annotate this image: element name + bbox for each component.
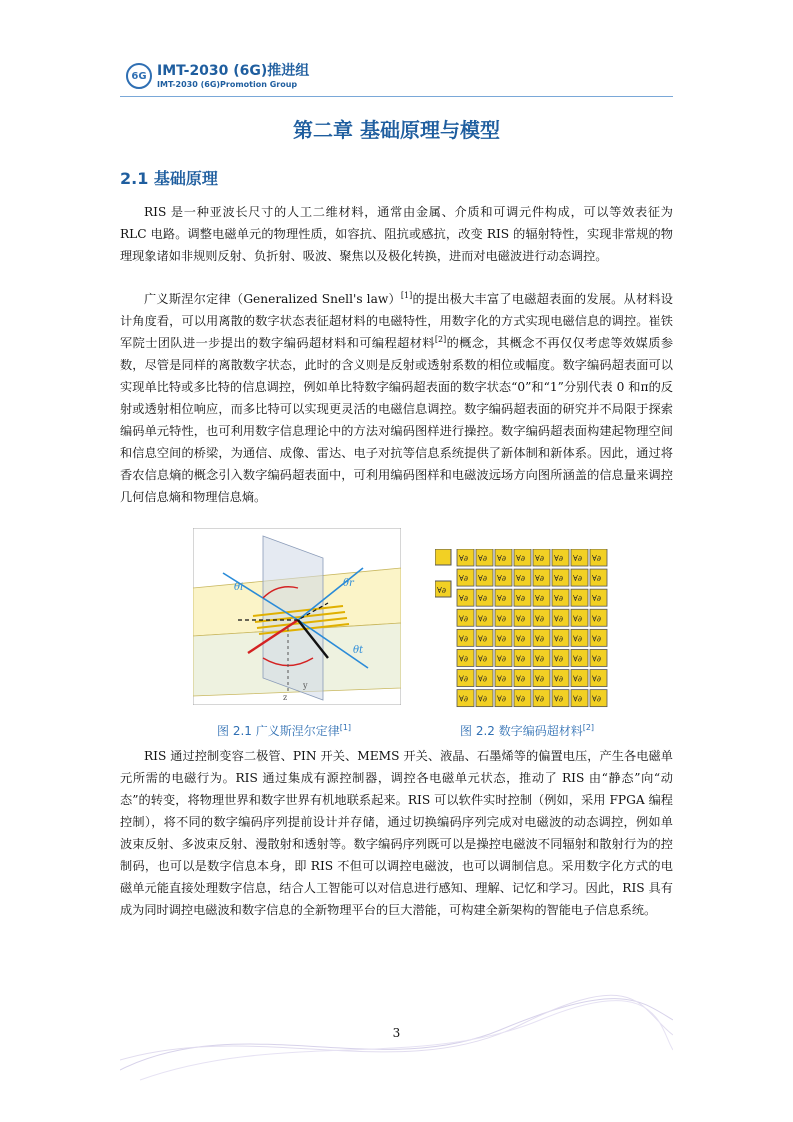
coding-cell-glyph: ∀∂ xyxy=(573,614,582,624)
coding-cell-glyph: ∀∂ xyxy=(516,574,525,584)
state-0-cell xyxy=(435,549,451,565)
coding-cell-glyph: ∀∂ xyxy=(573,574,582,584)
coding-cell-glyph: ∀∂ xyxy=(497,634,506,644)
coding-cell-glyph: ∀∂ xyxy=(516,654,525,664)
label-theta-t: θt xyxy=(353,645,364,656)
coding-cell-glyph: ∀∂ xyxy=(535,634,544,644)
label-axis-y: y xyxy=(303,681,308,690)
coding-cell-glyph: ∀∂ xyxy=(516,634,525,644)
paragraph-text: 的提出极大丰富了电磁超表面的发展。从材料设计角度看，可以用离散的数字状态表征超材料的电磁特性，用数字化的方式实现电磁信息的调控。崔铁军院士团队进一步提出的数字编码超材料和可编程超材料 xyxy=(120,292,673,350)
caption-text: 图 2.2 数字编码超材料 xyxy=(460,724,583,738)
coding-cell-glyph: ∀∂ xyxy=(554,594,563,604)
coding-cell-glyph: ∀∂ xyxy=(478,674,487,684)
citation-2: [2] xyxy=(434,334,447,344)
coding-cell-glyph: ∀∂ xyxy=(459,654,468,664)
coding-cell-glyph: ∀∂ xyxy=(478,614,487,624)
coding-cell-glyph: ∀∂ xyxy=(554,674,563,684)
header-logo xyxy=(126,63,309,89)
org-name-cn: IMT-2030 (6G)推进组 xyxy=(157,62,310,79)
paragraph-ris-control: RIS 通过控制变容二极管、PIN 开关、MEMS 开关、液晶、石墨烯等的偏置电压，产生各电磁单元所需的电磁行为。RIS 通过集成有源控制器，调控各电磁单元状态，推动了 RIS 由“静态”向“动态”的转变，将物理世界和数字世界有机地联系起来。RIS 可以软件实时控制（例如，采用 FPGA 编程控制），将不同的数字编码序列提前设计并存储，通过切换编码序列完成对电磁波的动态调控，例如单波束反射、多波束反射、漫散射和透射等。数字编码序列既可以是操控电磁波不同辐射和散射行为的控制码，也可以是数字信息本身，即 RIS 不但可以调控电磁波，也可以调制信息。采用数字化方式的电磁单元能直接处理数字信息，结合人工智能可以对信息进行感知、理解、记忆和学习。因此，RIS 具有成为同时调控电磁波和数字信息的全新物理平台的巨大潜能，可构建全新架构的智能电子信息系统。 xyxy=(120,749,673,917)
coding-cell-glyph: ∀∂ xyxy=(592,614,601,624)
coding-cell-glyph: ∀∂ xyxy=(554,554,563,563)
citation-2: [2] xyxy=(582,723,595,732)
coding-cell-glyph: ∀∂ xyxy=(535,694,544,704)
coding-cell-glyph: ∀∂ xyxy=(478,694,487,704)
paragraph-text: 广义斯涅尔定律（Generalized Snell's law） xyxy=(144,292,401,306)
coding-cell-glyph: ∀∂ xyxy=(497,574,506,584)
coding-cell-glyph: ∀∂ xyxy=(497,654,506,664)
coding-cell-glyph: ∀∂ xyxy=(459,674,468,684)
coding-cell-glyph: ∀∂ xyxy=(535,594,544,604)
coding-cell-glyph: ∀∂ xyxy=(459,634,468,644)
figure-1-caption xyxy=(217,722,351,739)
coding-cell-glyph: ∀∂ xyxy=(554,694,563,704)
coding-cell-glyph: ∀∂ xyxy=(478,554,487,563)
coding-cell-glyph: ∀∂ xyxy=(497,554,506,563)
coding-cell-glyph: ∀∂ xyxy=(497,694,506,704)
coding-cell-glyph: ∀∂ xyxy=(592,654,601,664)
chapter-title: 第二章 基础原理与模型 xyxy=(293,118,500,142)
coding-cell-glyph: ∀∂ xyxy=(592,554,601,563)
coding-cell-glyph: ∀∂ xyxy=(516,594,525,604)
coding-cell-glyph: ∀∂ xyxy=(459,694,468,704)
paragraph-snell-law xyxy=(120,288,673,508)
coding-cell-glyph: ∀∂ xyxy=(554,574,563,584)
figure-2-caption xyxy=(460,722,594,739)
coding-cell-glyph: ∀∂ xyxy=(516,614,525,624)
coding-cell-glyph: ∀∂ xyxy=(592,674,601,684)
coding-cell-glyph: ∀∂ xyxy=(516,554,525,563)
coding-cell-glyph: ∀∂ xyxy=(497,674,506,684)
coding-cell-glyph: ∀∂ xyxy=(459,614,468,624)
logo-text xyxy=(157,64,309,89)
coding-cell-glyph: ∀∂ xyxy=(573,694,582,704)
header-divider xyxy=(120,96,673,97)
page-number: 3 xyxy=(392,1026,401,1040)
citation-1: [1] xyxy=(400,290,413,300)
coding-cell-glyph: ∀∂ xyxy=(535,614,544,624)
coding-cell-glyph: ∀∂ xyxy=(592,574,601,584)
coding-cell-glyph: ∀∂ xyxy=(573,634,582,644)
figure-snell-law-diagram xyxy=(193,528,401,705)
coding-cell-glyph: ∀∂ xyxy=(573,674,582,684)
coding-cell-glyph: ∀∂ xyxy=(478,634,487,644)
citation-1: [1] xyxy=(339,723,352,732)
paragraph-ris-intro: RIS 是一种亚波长尺寸的人工二维材料，通常由金属、介质和可调元件构成，可以等效表征为 RLC 电路。调整电磁单元的物理性质，如容抗、阻抗或感抗，改变 RIS 的辐射特性，实现非常规的物理现象诸如非规则反射、负折射、吸波、聚焦以及极化转换，进而对电磁波进行动态调控。 xyxy=(120,205,673,263)
coding-cell-glyph: ∀∂ xyxy=(554,634,563,644)
coding-cell-glyph: ∀∂ xyxy=(459,554,468,563)
coding-cell-glyph: ∀∂ xyxy=(573,654,582,664)
coding-cell-glyph: ∀∂ xyxy=(554,654,563,664)
coding-cell-glyph: ∀∂ xyxy=(459,574,468,584)
coding-cell-glyph: ∀∂ xyxy=(535,654,544,664)
coding-cell-glyph: ∀∂ xyxy=(497,614,506,624)
coding-cell-glyph: ∀∂ xyxy=(592,694,601,704)
paragraph-text: 的概念，其概念不再仅仅考虑等效媒质参数，尽管是同样的离散数字状态，此时的含义则是反射或透射系数的相位或幅度。数字编码超表面可以实现单比特或多比特的信息调控，例如单比特数字编码超表面的数字状态“0”和“1”分别代表 0 和π的反射或透射相位响应，而多比特可以实现更灵活的电磁信息调控。数字编码超表面的研究并不局限于探索编码单元特性，也可利用数字信息理论中的方法对编码图样进行操控。数字编码超表面构建起物理空间和信息空间的桥梁，为通信、成像、雷达、电子对抗等信息系统提供了新体制和新体系。因此，通过将香农信息熵的概念引入数字编码超表面中，可利用编码图样和电磁波远场方向图所涵盖的信息量来调控几何信息熵和物理信息熵。 xyxy=(120,336,674,504)
coding-cell-glyph: ∀∂ xyxy=(478,574,487,584)
label-theta-r: θr xyxy=(343,578,354,589)
coding-cell-glyph: ∀∂ xyxy=(573,554,582,563)
coding-cell-glyph: ∀∂ xyxy=(573,594,582,604)
coding-cell-glyph: ∀∂ xyxy=(497,594,506,604)
state-1-glyph: ∀∂ xyxy=(437,586,446,595)
coding-cell-glyph: ∀∂ xyxy=(554,614,563,624)
label-theta-i: θi xyxy=(234,582,244,593)
label-axis-z: z xyxy=(283,693,288,702)
figure-coding-metamaterial-grid xyxy=(435,549,610,713)
coding-cell-glyph: ∀∂ xyxy=(459,594,468,604)
coding-grid xyxy=(457,549,607,707)
coding-cell-glyph: ∀∂ xyxy=(592,634,601,644)
coding-cell-glyph: ∀∂ xyxy=(535,554,544,563)
coding-cell-glyph: ∀∂ xyxy=(478,654,487,664)
coding-cell-glyph: ∀∂ xyxy=(535,674,544,684)
section-title: 2.1 基础原理 xyxy=(120,169,218,188)
coding-cell-glyph: ∀∂ xyxy=(516,694,525,704)
caption-text: 图 2.1 广义斯涅尔定律 xyxy=(217,724,340,738)
coding-cell-glyph: ∀∂ xyxy=(592,594,601,604)
coding-cell-glyph: ∀∂ xyxy=(478,594,487,604)
coding-cell-glyph: ∀∂ xyxy=(535,574,544,584)
logo-6g-icon: 6G xyxy=(126,63,152,89)
coding-cell-glyph: ∀∂ xyxy=(516,674,525,684)
org-name-en: IMT-2030 (6G)Promotion Group xyxy=(157,79,298,89)
